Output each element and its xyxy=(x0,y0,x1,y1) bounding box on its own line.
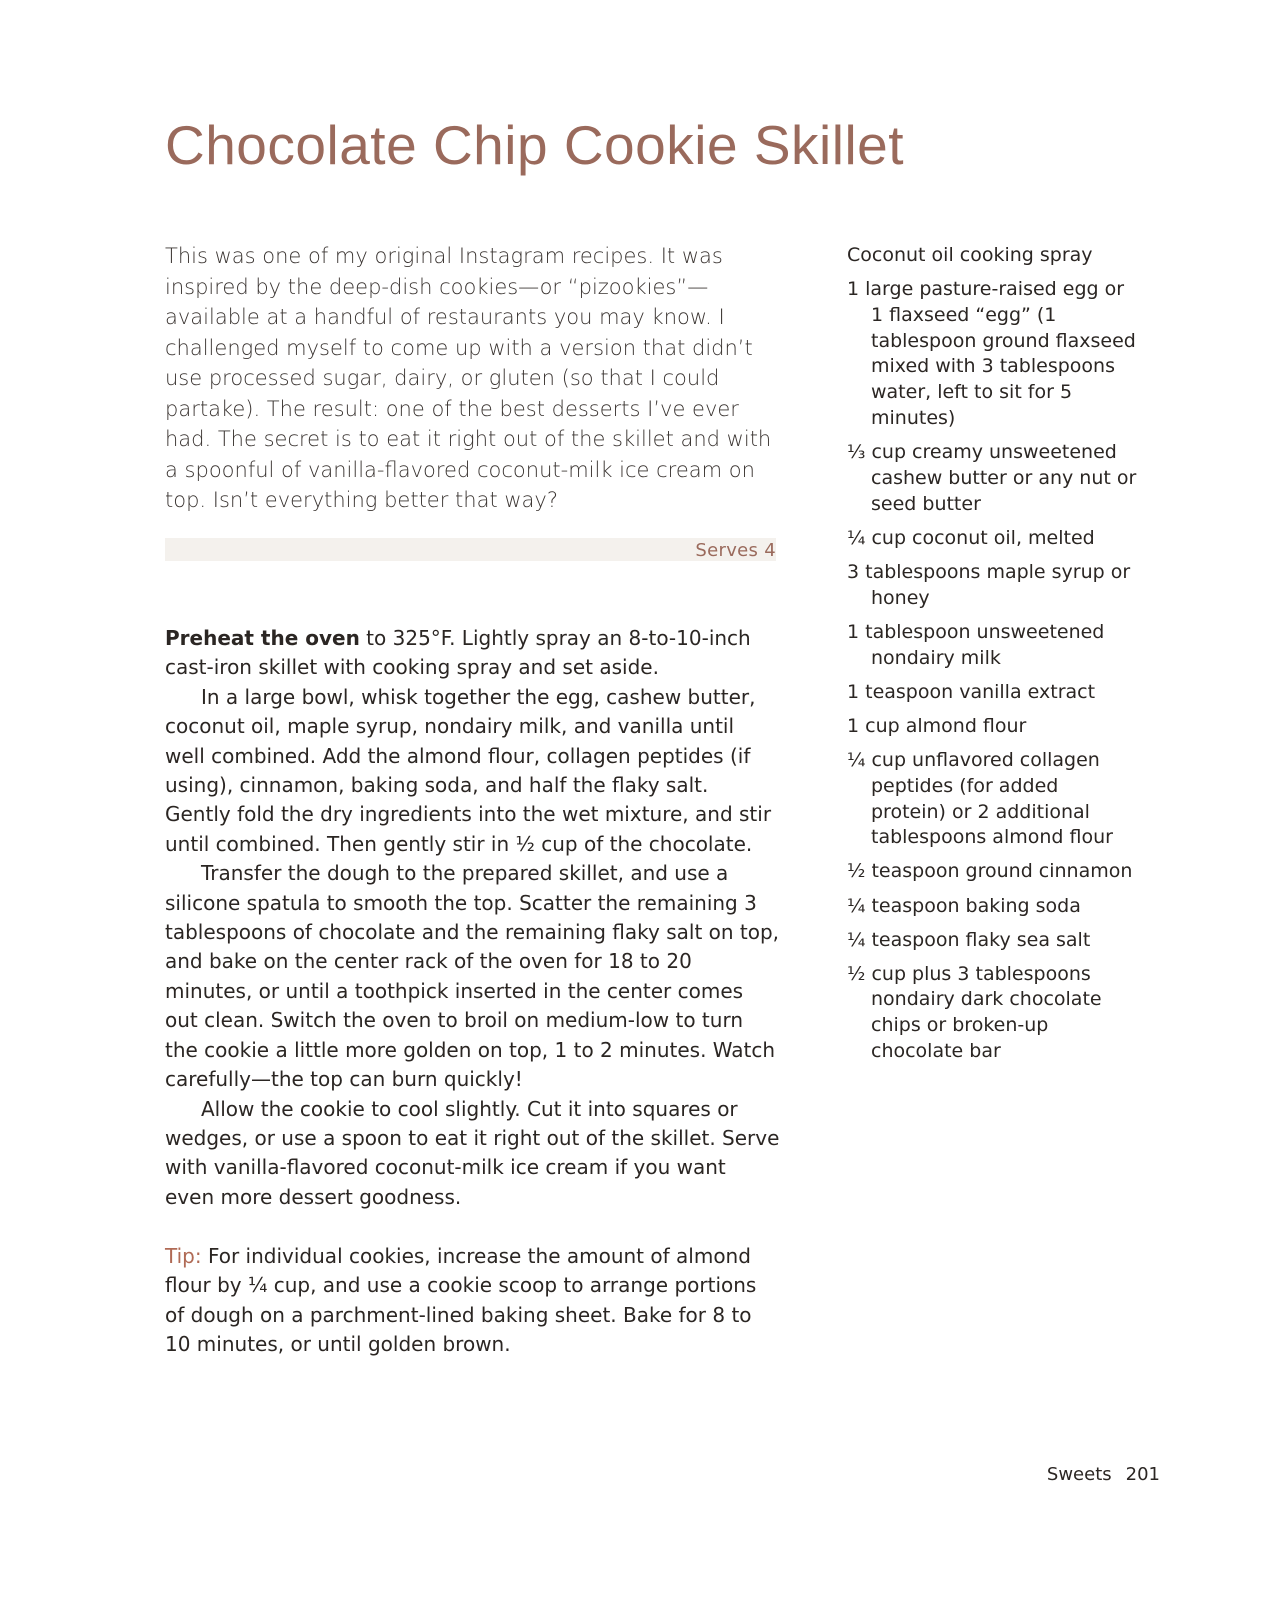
method-step-4: Allow the cookie to cool slightly. Cut it into squares or wedges, or use a spoon to eat it right out of the skillet. Serve with vanilla-flavored coconut-milk ice cream if you want even more dessert goodness. xyxy=(165,1096,780,1209)
ingredient-item: ¼ teaspoon baking soda xyxy=(847,894,1081,917)
footer-section-name: Sweets xyxy=(1046,1464,1112,1485)
ingredient-item: 1 cup almond flour xyxy=(847,714,1027,737)
ingredient-item: ¼ cup unflavored collagen peptides (for added protein) or 2 additional tablespoons almond flour xyxy=(847,748,1113,849)
ingredient-item: ¼ cup coconut oil, melted xyxy=(847,526,1095,549)
recipe-intro xyxy=(165,241,780,516)
serves-label: Serves 4 xyxy=(695,540,776,561)
page-footer xyxy=(1047,1464,1160,1485)
ingredient-item: 3 tablespoons maple syrup or honey xyxy=(847,560,1131,609)
ingredient-item: ½ cup plus 3 tablespoons nondairy dark chocolate chips or broken-up chocolate bar xyxy=(847,962,1102,1063)
method-step-1 xyxy=(165,624,780,683)
page-number: 201 xyxy=(1125,1464,1160,1485)
serves-bar xyxy=(165,538,776,561)
method-section xyxy=(165,624,780,1212)
ingredient-item: ½ teaspoon ground cinnamon xyxy=(847,860,1133,883)
tip-section xyxy=(165,1242,780,1360)
ingredient-item: 1 tablespoon unsweetened nondairy milk xyxy=(847,620,1105,669)
ingredients-list xyxy=(847,243,1137,1073)
ingredient-item: Coconut oil cooking spray xyxy=(847,244,1093,266)
ingredient-item: 1 teaspoon vanilla extract xyxy=(847,680,1096,703)
ingredient-item: 1 large pasture-raised egg or 1 flaxseed “egg” (1 tablespoon ground flaxseed mixed with 3 tablespoons water, left to sit for 5 minutes) xyxy=(847,278,1136,430)
method-step-1-text: to 325°F. Lightly spray an 8-to-10-inch cast-iron skillet with cooking spray and set aside. xyxy=(165,626,751,680)
method-step-3: Transfer the dough to the prepared skillet, and use a silicone spatula to smooth the top. Scatter the remaining 3 tablespoons of chocolate and the remaining flaky salt on top, and bake on the center rack of the oven for 18 to 20 minutes, or until a toothpick inserted in the center comes out clean. Switch the oven to broil on medium-low to turn the cookie a little more golden on top, 1 to 2 minutes. Watch carefully—the top can burn quickly! xyxy=(165,861,780,1092)
tip-paragraph xyxy=(165,1242,780,1360)
method-lead: Preheat the oven xyxy=(165,626,360,650)
intro-paragraph: This was one of my original Instagram recipes. It was inspired by the deep-dish cookies—or “pizookies”—available at a handful of restaurants you may know. I challenged myself to come up with a version that didn’t use processed sugar, dairy, or gluten (so that I could partake). The result: one of the best desserts I’ve ever had. The secret is to eat it right out of the skillet and with a spoonful of vanilla-flavored coconut-milk ice cream on top. Isn’t everything better that way? xyxy=(165,244,772,512)
tip-text: For individual cookies, increase the amount of almond flour by ¼ cup, and use a cookie scoop to arrange portions of dough on a parchment-lined baking sheet. Bake for 8 to 10 minutes, or until golden brown. xyxy=(165,1244,757,1357)
ingredient-item: ¼ teaspoon flaky sea salt xyxy=(847,928,1091,951)
tip-label: Tip: xyxy=(165,1244,202,1268)
method-step-2: In a large bowl, whisk together the egg, cashew butter, coconut oil, maple syrup, nondairy milk, and vanilla until well combined. Add the almond flour, collagen peptides (if using), cinnamon, baking soda, and half the flaky salt. Gently fold the dry ingredients into the wet mixture, and stir until combined. Then gently stir in ½ cup of the chocolate. xyxy=(165,684,772,856)
ingredient-item: ⅓ cup creamy unsweetened cashew butter or any nut or seed butter xyxy=(847,441,1137,515)
recipe-title: Chocolate Chip Cookie Skillet xyxy=(165,114,905,176)
